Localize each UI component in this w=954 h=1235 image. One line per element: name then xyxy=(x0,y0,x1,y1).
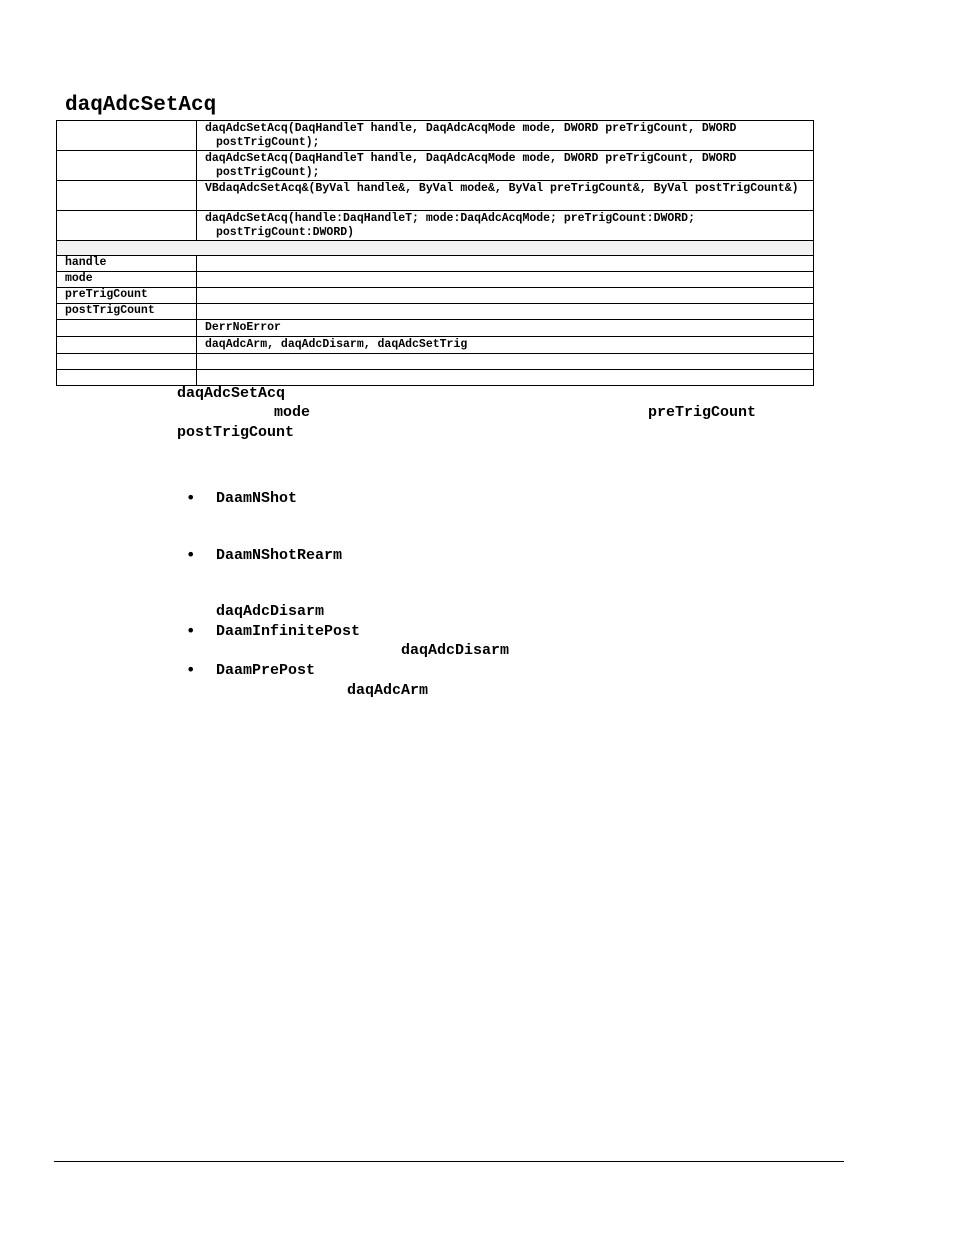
disarm-ref: daqAdcDisarm xyxy=(216,603,325,620)
table-row xyxy=(57,288,814,304)
table-row xyxy=(57,181,814,211)
prototype-delphi: daqAdcSetAcq(handle:DaqHandleT; mode:DaqAdcAcqMode; preTrigCount:DWORD; postTrigCount:DWORD) xyxy=(205,212,695,239)
param-desc xyxy=(197,272,814,288)
param-desc xyxy=(197,256,814,272)
row-label-cell xyxy=(57,211,197,241)
mode-infinite-post: DaamInfinitePost xyxy=(216,623,361,640)
prototype-vb: VBdaqAdcSetAcq&(ByVal handle&, ByVal mode&, ByVal preTrigCount&, ByVal postTrigCount&) xyxy=(205,182,799,195)
table-section-row xyxy=(57,241,814,256)
footer-rule xyxy=(54,1161,844,1162)
table-row xyxy=(57,256,814,272)
see-also-value: daqAdcArm, daqAdcDisarm, daqAdcSetTrig xyxy=(197,337,814,354)
table-row xyxy=(57,337,814,354)
row-label-cell xyxy=(57,354,197,370)
mode-pre-post: DaamPrePost xyxy=(216,662,316,679)
param-name: handle xyxy=(57,256,197,272)
param-name: preTrigCount xyxy=(57,288,197,304)
table-row xyxy=(57,121,814,151)
row-label-cell xyxy=(57,181,197,211)
arm-ref: daqAdcArm xyxy=(347,682,429,699)
table-row xyxy=(57,272,814,288)
table-row xyxy=(57,320,814,337)
section-header-cell xyxy=(57,241,814,256)
prototype-cpp: daqAdcSetAcq(DaqHandleT handle, DaqAdcAcqMode mode, DWORD preTrigCount, DWORD postTrigCount); xyxy=(205,152,737,179)
posttrig-ref: postTrigCount xyxy=(177,424,295,441)
param-name: postTrigCount xyxy=(57,304,197,320)
prototype-c: daqAdcSetAcq(DaqHandleT handle, DaqAdcAcqMode mode, DWORD preTrigCount, DWORD postTrigCount); xyxy=(205,122,737,149)
row-label-cell xyxy=(57,370,197,386)
function-reference-table xyxy=(56,120,814,386)
param-desc xyxy=(197,304,814,320)
param-name: mode xyxy=(57,272,197,288)
mode-ref: mode xyxy=(274,404,311,421)
returns-value: DerrNoError xyxy=(197,320,814,337)
table-row xyxy=(57,354,814,370)
param-desc xyxy=(197,288,814,304)
mode-nshot-rearm: DaamNShotRearm xyxy=(216,547,343,564)
disarm-ref: daqAdcDisarm xyxy=(401,642,510,659)
bullet-icon: • xyxy=(186,488,196,507)
table-row xyxy=(57,304,814,320)
row-label-cell xyxy=(57,121,197,151)
bullet-icon: • xyxy=(186,660,196,679)
page-title: daqAdcSetAcq xyxy=(65,94,217,117)
table-row xyxy=(57,370,814,386)
bullet-icon: • xyxy=(186,621,196,640)
row-label-cell xyxy=(57,320,197,337)
mode-nshot: DaamNShot xyxy=(216,490,298,507)
row-label-cell xyxy=(57,337,197,354)
table-row xyxy=(57,211,814,241)
table-row xyxy=(57,151,814,181)
row-label-cell xyxy=(57,151,197,181)
fn-name-ref: daqAdcSetAcq xyxy=(177,385,286,402)
bullet-icon: • xyxy=(186,545,196,564)
pretrig-ref: preTrigCount xyxy=(648,404,757,421)
